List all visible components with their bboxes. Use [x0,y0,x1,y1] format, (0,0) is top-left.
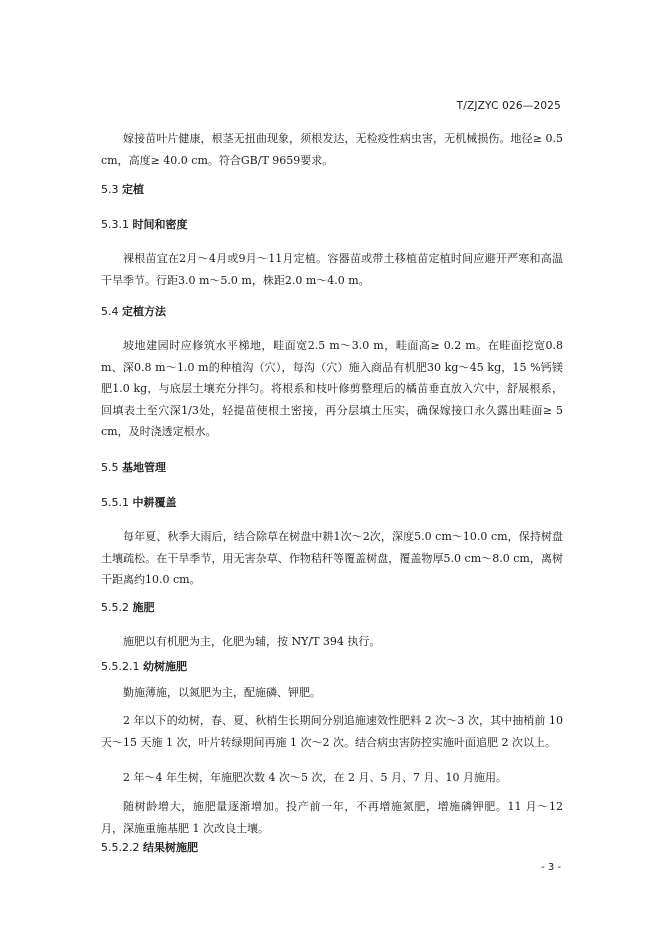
heading-number: 5.5.2.2 [101,841,140,854]
heading-title: 幼树施肥 [142,660,187,673]
heading-number: 5.4 [101,305,119,318]
paragraph-planting-method: 坡地建园时应修筑水平梯地，畦面宽2.5 m～3.0 m，畦面高≥ 0.2 m。在畦面挖宽0.8 m、深0.8 m～1.0 m的种植沟（穴），每沟（穴）施入商品有机肥30 kg～45 kg，15 %钙镁肥1.0 kg，与底层土壤充分拌匀。将根系和枝叶修剪整理后的橘苗垂直放入穴中，舒展根系，回填表土至穴深1/3处，轻提苗使根土密接，再分层填土压实，确保嫁接口永久露出畦面≥ 5 cm，及时浇透定根水。 [101,339,563,438]
paragraph-young-tree-under-2-years: 2 年以下的幼树，春、夏、秋梢生长期间分别追施速效性肥料 2 次～3 次，其中抽梢前 10 天～15 天施 1 次，叶片转绿期间再施 1 次～2 次。结合病虫害防控实施叶面追肥 2 次以上。 [101,714,563,749]
heading-5-5-2-1 [101,659,563,675]
paragraph-tree-age-increase: 随树龄增大，施肥量逐渐增加。投产前一年，不再增施氮肥，增施磷钾肥。11 月～12 月，深施重施基肥 1 次改良土壤。 [101,800,563,835]
heading-5-4 [101,304,563,320]
heading-number: 5.5.2.1 [101,660,140,673]
heading-number: 5.5.2 [101,601,129,614]
heading-5-5-1 [101,495,563,511]
heading-5-3-1 [101,217,563,233]
heading-title: 时间和密度 [132,218,188,231]
paragraph-seedling-requirements: 嫁接苗叶片健康，根茎无扭曲现象，须根发达，无检疫性病虫害，无机械损伤。地径≥ 0.5 cm，高度≥ 40.0 cm。符合GB/T 9659要求。 [101,132,563,167]
heading-title: 中耕覆盖 [132,496,177,509]
heading-5-5-2-2 [101,840,563,856]
heading-title: 结果树施肥 [142,841,198,854]
paragraph-time-density: 裸根苗宜在2月～4月或9月～11月定植。容器苗或带土移植苗定植时间应避开严寒和高温干旱季节。行距3.0 m～5.0 m，株距2.0 m～4.0 m。 [101,252,563,287]
heading-title: 定植方法 [122,305,166,318]
heading-5-5 [101,460,563,476]
heading-number: 5.3 [101,183,119,196]
paragraph-young-tree-2-4-years: 2 年～4 年生树，年施肥次数 4 次～5 次，在 2 月、5 月、7 月、10 月施用。 [123,771,507,784]
document-id-header: T/ZJZYC 026—2025 [456,100,561,112]
paragraph-fertilization-principle: 施肥以有机肥为主，化肥为辅，按 NY/T 394 执行。 [123,635,381,648]
heading-5-5-2 [101,600,563,616]
heading-5-3 [101,182,563,198]
heading-number: 5.5.1 [101,496,129,509]
page-number: - 3 - [541,862,561,873]
heading-title: 定植 [122,183,144,196]
paragraph-young-tree-principle: 勤施薄施，以氮肥为主，配施磷、钾肥。 [123,686,321,699]
heading-title: 基地管理 [122,461,166,474]
heading-title: 施肥 [132,601,155,614]
heading-number: 5.3.1 [101,218,129,231]
heading-number: 5.5 [101,461,119,474]
paragraph-tillage-mulching: 每年夏、秋季大雨后，结合除草在树盘中耕1次～2次，深度5.0 cm～10.0 cm，保持树盘土壤疏松。在干旱季节，用无害杂草、作物秸秆等覆盖树盘，覆盖物厚5.0 cm～8.0 cm，离树干距离约10.0 cm。 [101,530,563,586]
